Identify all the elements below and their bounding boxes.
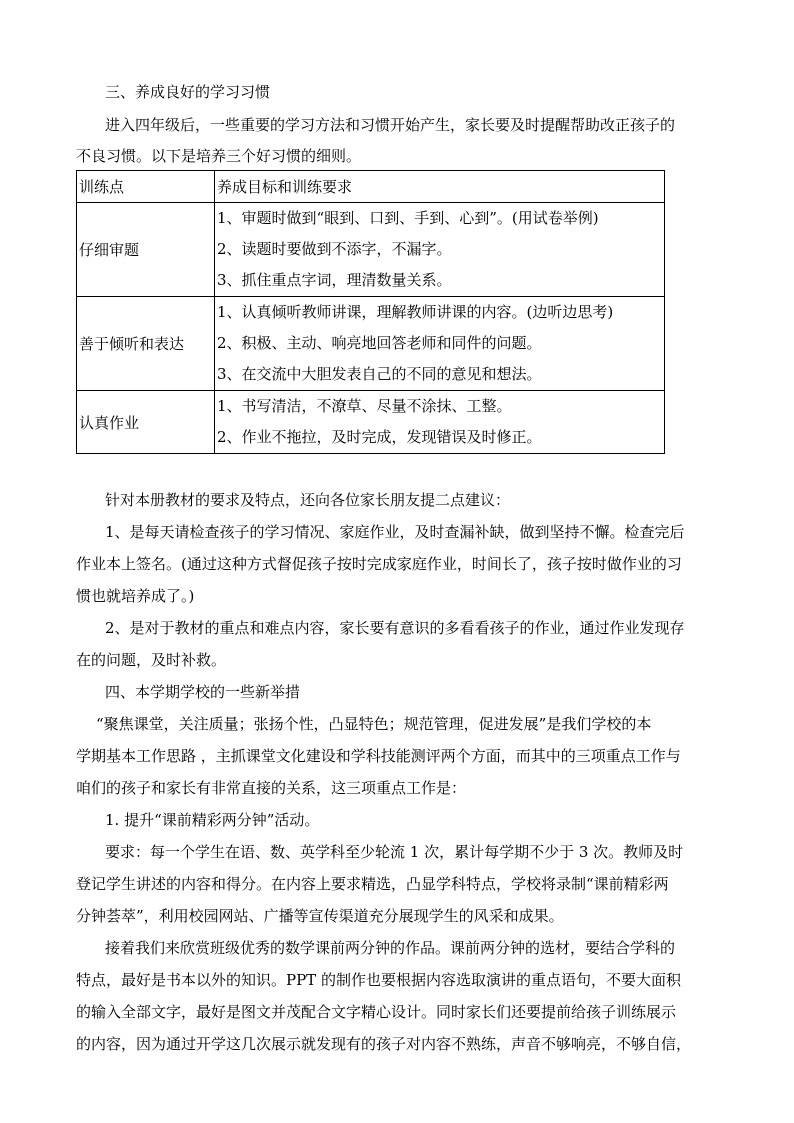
requirement-line3: 分钟荟萃”，利用校园网站、广播等宣传渠道充分展现学生的风采和成果。: [76, 907, 564, 925]
table-item: 1、认真倾听教师讲课，理解教师讲课的内容。(边听边思考): [217, 303, 614, 321]
table-header-row: [77, 171, 665, 203]
table-item: 3、在交流中大胆发表自己的不同的意见和想法。: [217, 365, 542, 383]
next-para-line3: 的输入全部文字，最好是图文并茂配合文字精心设计。同时家长们还要提前给孩子训练展示: [76, 1003, 677, 1021]
table-cell-items: [215, 203, 665, 297]
requirement-line1: 要求：每一个学生在语、数、英学科至少轮流 1 次，累计每学期不少于 3 次。教师及时: [105, 843, 684, 861]
table-cell-point: 善于倾听和表达: [77, 297, 215, 391]
habit-training-table: [76, 170, 665, 454]
suggestion1-line2: 作业本上签名。(通过这种方式督促孩子按时完成家庭作业，时间长了，孩子按时做作业的习: [76, 555, 682, 573]
table-row: [77, 203, 665, 297]
requirement-line2: 登记学生讲述的内容和得分。在内容上要求精选，凸显学科特点，学校将录制“课前精彩两: [76, 875, 669, 893]
section4-para-line2: 学期基本工作思路 ，主抓课堂文化建设和学科技能测评两个方面，而其中的三项重点工作与: [76, 747, 681, 765]
table-header-point: 训练点: [77, 171, 215, 203]
table-cell-items: [215, 297, 665, 391]
table-row: [77, 297, 665, 391]
table-item: 2、积极、主动、响亮地回答老师和同件的问题。: [217, 334, 542, 352]
section4-item1: 1. 提升“课前精彩两分钟”活动。: [105, 811, 320, 829]
next-para-line2: 特点，最好是书本以外的知识。PPT 的制作也要根据内容选取演讲的重点语句，不要大面积: [76, 971, 681, 989]
table-cell-point: 仔细审题: [77, 203, 215, 297]
section3-heading: 三、养成良好的学习习惯: [105, 83, 271, 101]
section4-para-line3: 咱们的孩子和家长有非常直接的关系，这三项重点工作是：: [76, 779, 467, 797]
section4-para-line1: “聚焦课堂，关注质量；张扬个性，凸显特色；规范管理，促进发展”是我们学校的本: [96, 715, 652, 733]
next-para-line4: 的内容，因为通过开学这几次展示就发现有的孩子对内容不熟练，声音不够响亮，不够自信，: [76, 1035, 692, 1053]
table-item: 2、作业不拖拉，及时完成，发现错误及时修正。: [217, 428, 542, 446]
table-row: [77, 391, 665, 454]
section3-intro-line2: 不良习惯。以下是培养三个好习惯的细则。: [76, 147, 362, 165]
table-cell-point: 认真作业: [77, 391, 215, 454]
table-item: 1、审题时做到“眼到、口到、手到、心到”。(用试卷举例): [217, 209, 599, 227]
table-item: 1、书写清洁，不潦草、尽量不涂抹、工整。: [217, 397, 512, 415]
suggestion1-line3: 惯也就培养成了。): [76, 587, 195, 605]
table-item: 3、抓住重点字词，理清数量关系。: [217, 271, 452, 289]
next-para-line1: 接着我们来欣赏班级优秀的数学课前两分钟的作品。课前两分钟的选材，要结合学科的: [105, 939, 676, 957]
table-header-goal: 养成目标和训练要求: [215, 171, 665, 203]
suggestion1-line1: 1、是每天请检查孩子的学习情况、家庭作业，及时查漏补缺，做到坚持不懈。检查完后: [105, 523, 685, 541]
section3-intro-line1: 进入四年级后，一些重要的学习方法和习惯开始产生，家长要及时提醒帮助改正孩子的: [105, 116, 676, 134]
table-item: 2、读题时要做到不添字，不漏字。: [217, 240, 452, 258]
suggestions-intro: 针对本册教材的要求及特点，还向各位家长朋友提二点建议：: [105, 491, 511, 509]
table-cell-items: [215, 391, 665, 454]
section4-heading: 四、本学期学校的一些新举措: [105, 683, 301, 701]
suggestion2-line2: 在的问题，及时补救。: [76, 651, 227, 669]
suggestion2-line1: 2、是对于教材的重点和难点内容，家长要有意识的多看看孩子的作业，通过作业发现存: [105, 619, 685, 637]
